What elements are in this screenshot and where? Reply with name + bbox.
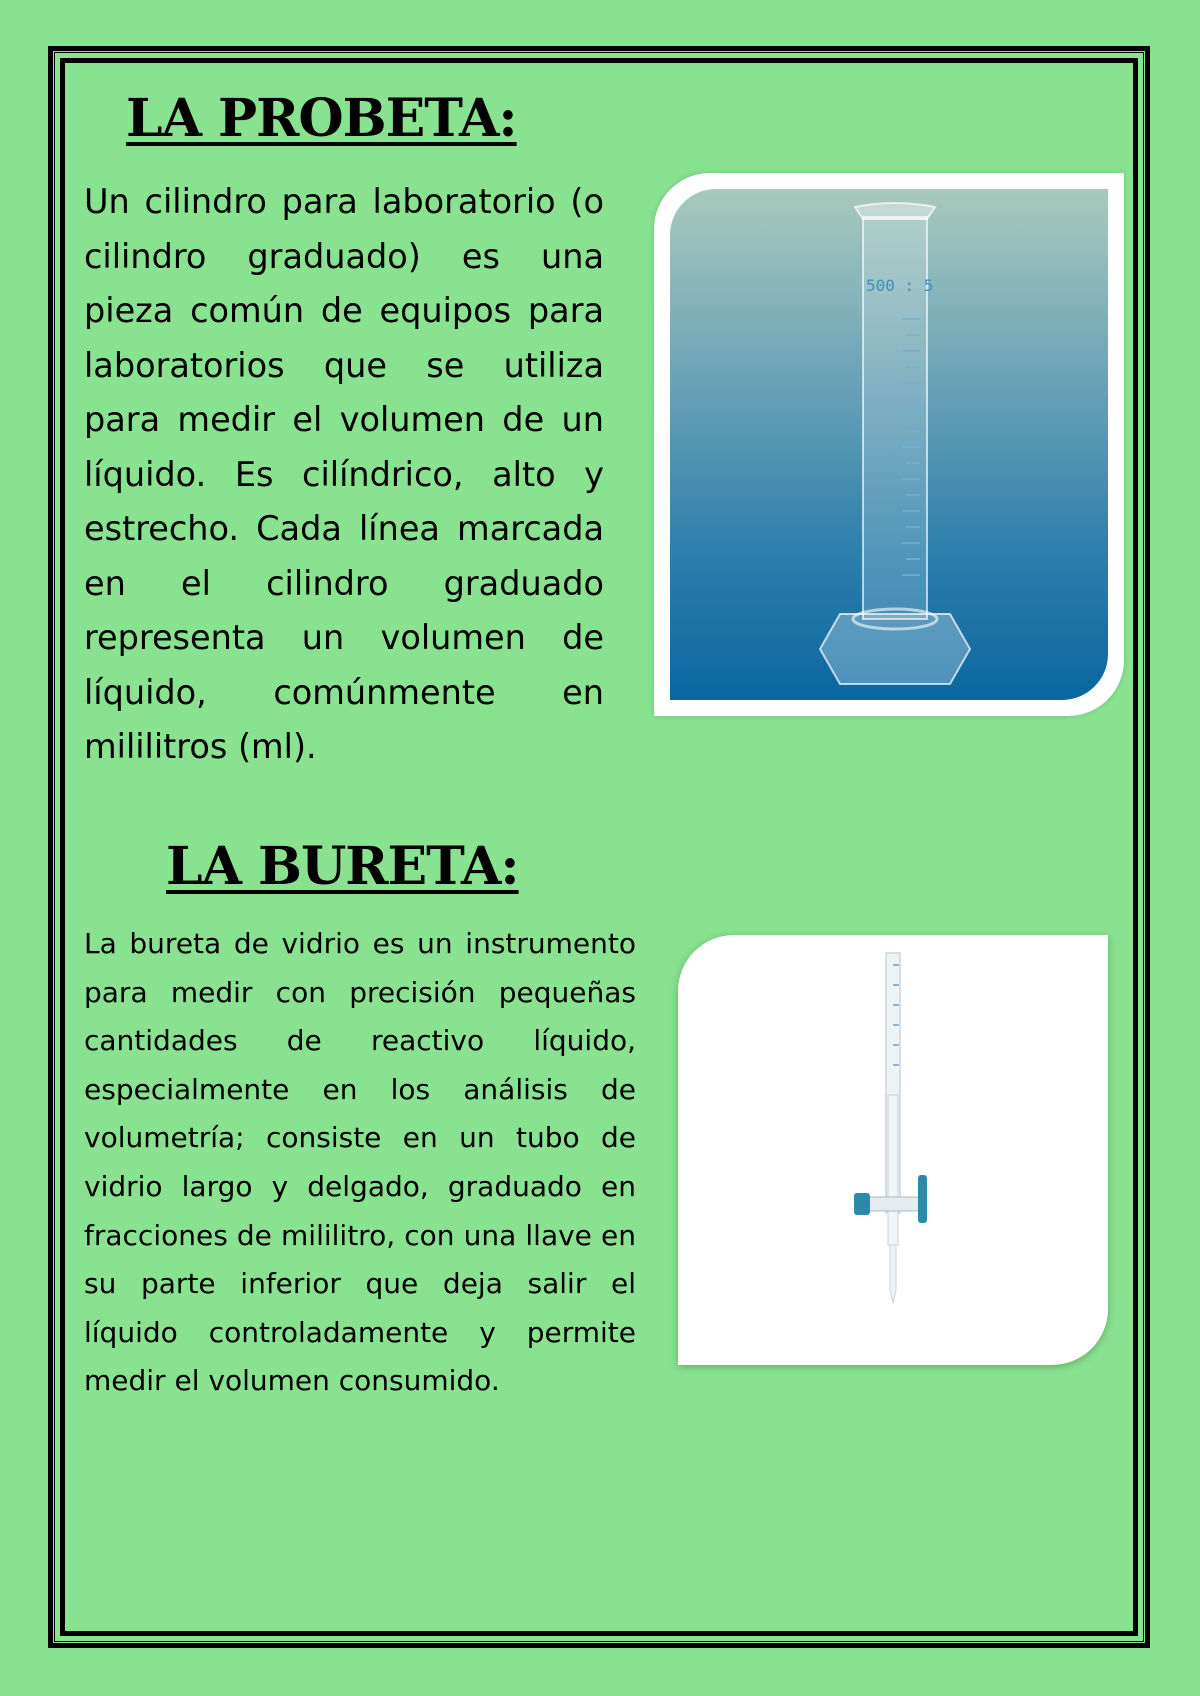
bureta-photo (678, 935, 1108, 1365)
cylinder-label: 500 : 5 (866, 276, 934, 295)
burette-illustration (678, 935, 1108, 1365)
probeta-photo-background (670, 189, 1108, 700)
bureta-heading: LA BURETA: (166, 836, 519, 897)
graduated-cylinder-illustration (670, 189, 1108, 700)
probeta-description: Un cilindro para laboratorio (o cilindro graduado) es una pieza común de equipos para laboratorios que se utiliza para medir el volumen de un líquido. Es cilíndrico, alto y estrecho. Cada línea marcada en el cilindro graduado representa un volumen de líquido, comúnmente en mililitros (ml). (84, 182, 604, 766)
probeta-photo (654, 173, 1124, 716)
probeta-heading: LA PROBETA: (126, 88, 517, 149)
bureta-description: La bureta de vidrio es un instrumento para medir con precisión pequeñas cantidades de reactivo líquido, especialmente en los análisis de volumetría; consiste en un tubo de vidrio largo y delgado, graduado en fracciones de mililitro, con una llave en su parte inferior que deja salir el líquido controladamente y permite medir el volumen consumido. (84, 927, 636, 1398)
